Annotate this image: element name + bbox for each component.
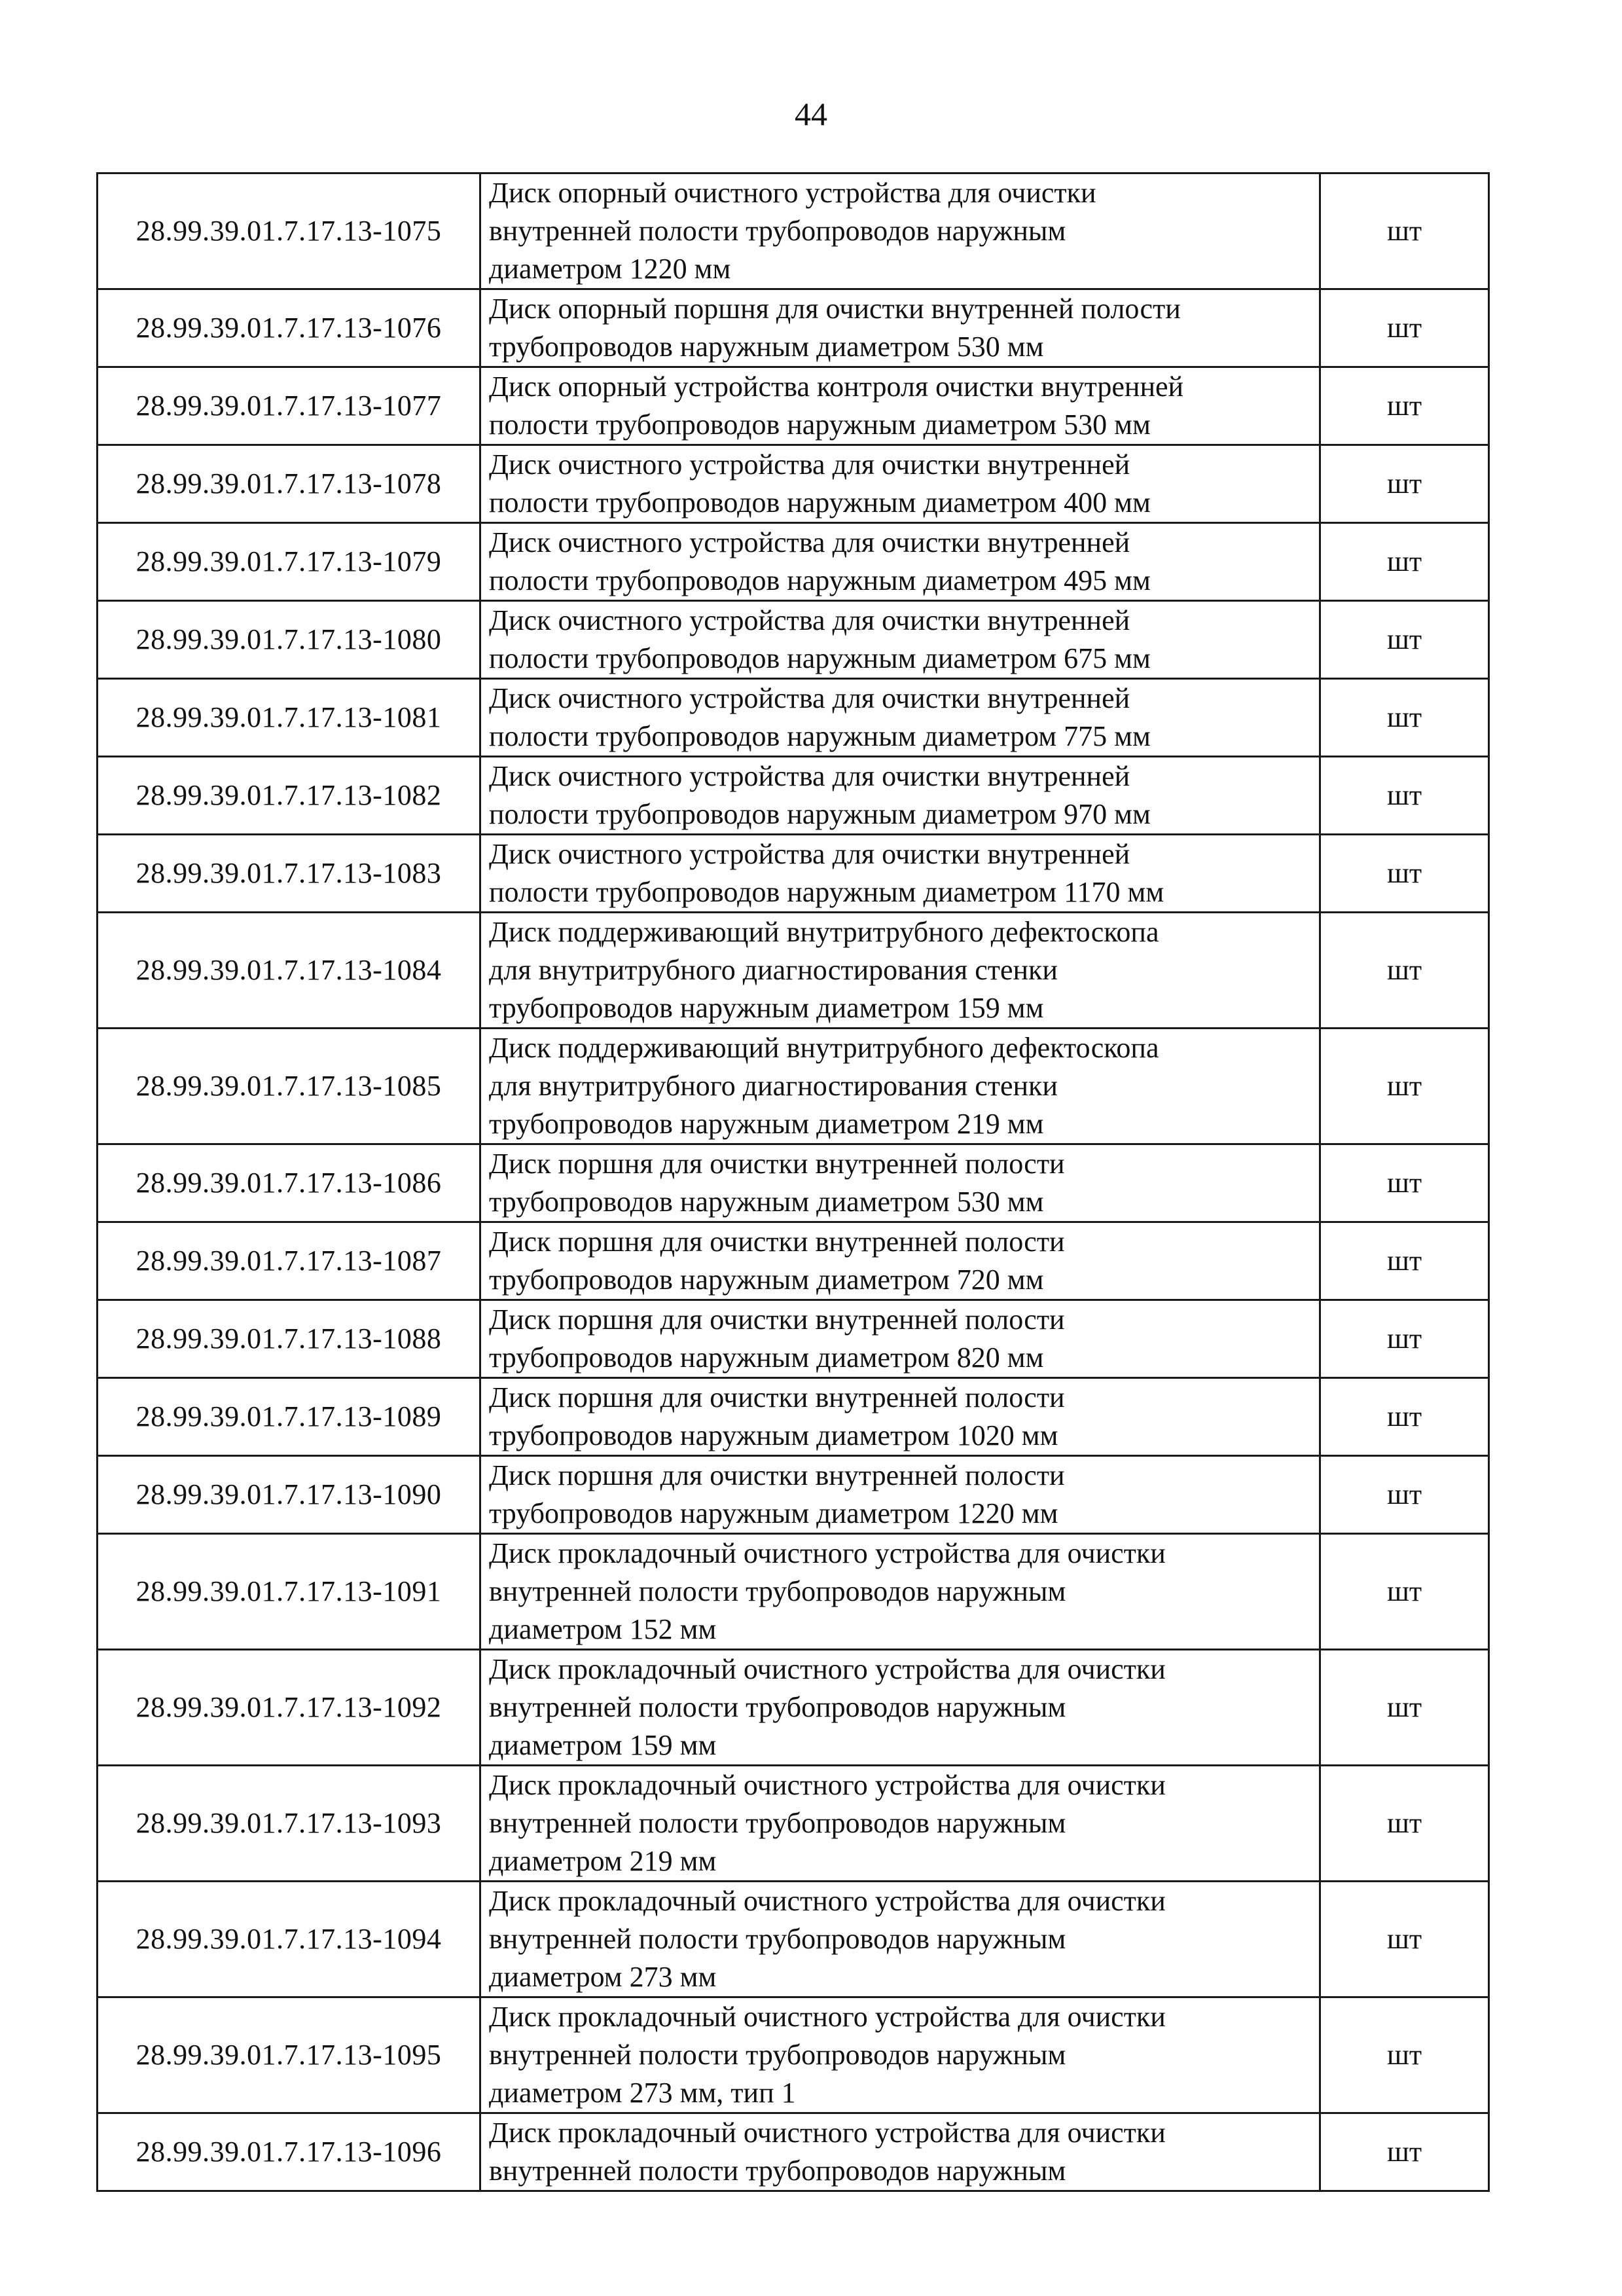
- unit-cell: шт: [1320, 679, 1489, 757]
- table-row: [98, 1650, 1489, 1766]
- unit-cell: шт: [1320, 913, 1489, 1029]
- description-line: полости трубопроводов наружным диаметром 495 мм: [489, 564, 1151, 596]
- table-row: [98, 523, 1489, 601]
- unit-cell: шт: [1320, 173, 1489, 289]
- resource-code-cell: 28.99.39.01.7.17.13-1083: [98, 835, 480, 913]
- table-row: [98, 757, 1489, 835]
- description-line: Диск очистного устройства для очистки внутренней: [489, 604, 1130, 636]
- unit-cell: шт: [1320, 1997, 1489, 2113]
- resource-code-cell: 28.99.39.01.7.17.13-1081: [98, 679, 480, 757]
- resource-code-cell: 28.99.39.01.7.17.13-1077: [98, 367, 480, 445]
- resource-description-cell: [480, 289, 1320, 367]
- table-row: [98, 1144, 1489, 1222]
- description-line: полости трубопроводов наружным диаметром 530 мм: [489, 409, 1151, 441]
- table-row: [98, 1766, 1489, 1882]
- resource-code-cell: 28.99.39.01.7.17.13-1075: [98, 173, 480, 289]
- resource-code-cell: 28.99.39.01.7.17.13-1090: [98, 1456, 480, 1534]
- description-line: внутренней полости трубопроводов наружным: [489, 2039, 1066, 2071]
- description-line: трубопроводов наружным диаметром 1220 мм: [489, 1497, 1058, 1529]
- unit-cell: шт: [1320, 601, 1489, 679]
- resource-code-cell: 28.99.39.01.7.17.13-1091: [98, 1534, 480, 1650]
- description-line: диаметром 152 мм: [489, 1613, 717, 1645]
- resource-description-cell: [480, 445, 1320, 523]
- resource-description-cell: [480, 1144, 1320, 1222]
- resource-code-cell: 28.99.39.01.7.17.13-1092: [98, 1650, 480, 1766]
- resource-description-cell: [480, 1766, 1320, 1882]
- description-line: внутренней полости трубопроводов наружным: [489, 2155, 1066, 2187]
- description-line: Диск очистного устройства для очистки внутренней: [489, 682, 1130, 714]
- resource-code-cell: 28.99.39.01.7.17.13-1078: [98, 445, 480, 523]
- description-line: Диск прокладочный очистного устройства для очистки: [489, 2117, 1166, 2149]
- unit-cell: шт: [1320, 367, 1489, 445]
- resource-description-cell: [480, 173, 1320, 289]
- resource-table-body: [98, 173, 1489, 2191]
- resource-description-cell: [480, 367, 1320, 445]
- unit-cell: шт: [1320, 2113, 1489, 2191]
- description-line: внутренней полости трубопроводов наружным: [489, 1807, 1066, 1839]
- table-row: [98, 1222, 1489, 1300]
- resource-description-cell: [480, 1300, 1320, 1378]
- description-line: внутренней полости трубопроводов наружным: [489, 215, 1066, 247]
- page-number: 44: [795, 96, 827, 132]
- resource-code-cell: 28.99.39.01.7.17.13-1096: [98, 2113, 480, 2191]
- resource-description-cell: [480, 1882, 1320, 1997]
- unit-cell: шт: [1320, 1766, 1489, 1882]
- description-line: Диск прокладочный очистного устройства для очистки: [489, 1653, 1166, 1685]
- description-line: Диск поршня для очистки внутренней полости: [489, 1148, 1065, 1180]
- description-line: внутренней полости трубопроводов наружным: [489, 1691, 1066, 1723]
- unit-cell: шт: [1320, 1650, 1489, 1766]
- description-line: Диск прокладочный очистного устройства для очистки: [489, 2001, 1166, 2033]
- unit-cell: шт: [1320, 1029, 1489, 1144]
- description-line: диаметром 273 мм, тип 1: [489, 2077, 796, 2109]
- resource-description-cell: [480, 757, 1320, 835]
- unit-cell: шт: [1320, 1144, 1489, 1222]
- description-line: Диск прокладочный очистного устройства для очистки: [489, 1769, 1166, 1801]
- description-line: Диск очистного устройства для очистки внутренней: [489, 448, 1130, 481]
- resource-code-cell: 28.99.39.01.7.17.13-1085: [98, 1029, 480, 1144]
- description-line: Диск прокладочный очистного устройства для очистки: [489, 1537, 1166, 1569]
- description-line: Диск поддерживающий внутритрубного дефектоскопа: [489, 1032, 1159, 1064]
- table-row: [98, 679, 1489, 757]
- description-line: внутренней полости трубопроводов наружным: [489, 1575, 1066, 1607]
- unit-cell: шт: [1320, 1378, 1489, 1456]
- table-row: [98, 173, 1489, 289]
- table-row: [98, 445, 1489, 523]
- table-row: [98, 1456, 1489, 1534]
- unit-cell: шт: [1320, 289, 1489, 367]
- description-line: полости трубопроводов наружным диаметром 775 мм: [489, 720, 1151, 752]
- table-row: [98, 601, 1489, 679]
- unit-cell: шт: [1320, 757, 1489, 835]
- resource-table: [96, 172, 1490, 2192]
- resource-code-cell: 28.99.39.01.7.17.13-1088: [98, 1300, 480, 1378]
- description-line: полости трубопроводов наружным диаметром 970 мм: [489, 798, 1151, 830]
- description-line: Диск прокладочный очистного устройства для очистки: [489, 1885, 1166, 1917]
- resource-description-cell: [480, 1997, 1320, 2113]
- resource-description-cell: [480, 1222, 1320, 1300]
- description-line: Диск очистного устройства для очистки внутренней: [489, 760, 1130, 792]
- resource-code-cell: 28.99.39.01.7.17.13-1086: [98, 1144, 480, 1222]
- description-line: Диск очистного устройства для очистки внутренней: [489, 838, 1130, 870]
- resource-description-cell: [480, 1029, 1320, 1144]
- table-row: [98, 835, 1489, 913]
- description-line: Диск поддерживающий внутритрубного дефектоскопа: [489, 916, 1159, 948]
- resource-code-cell: 28.99.39.01.7.17.13-1082: [98, 757, 480, 835]
- unit-cell: шт: [1320, 445, 1489, 523]
- unit-cell: шт: [1320, 523, 1489, 601]
- description-line: для внутритрубного диагностирования стенки: [489, 1070, 1058, 1102]
- table-row: [98, 913, 1489, 1029]
- description-line: Диск поршня для очистки внутренней полости: [489, 1303, 1065, 1336]
- description-line: полости трубопроводов наружным диаметром 675 мм: [489, 642, 1151, 674]
- unit-cell: шт: [1320, 1882, 1489, 1997]
- table-row: [98, 2113, 1489, 2191]
- table-row: [98, 1882, 1489, 1997]
- table-row: [98, 1534, 1489, 1650]
- description-line: Диск опорный очистного устройства для очистки: [489, 177, 1096, 209]
- resource-description-cell: [480, 2113, 1320, 2191]
- resource-code-cell: 28.99.39.01.7.17.13-1080: [98, 601, 480, 679]
- table-row: [98, 367, 1489, 445]
- description-line: для внутритрубного диагностирования стенки: [489, 954, 1058, 986]
- table-row: [98, 289, 1489, 367]
- resource-code-cell: 28.99.39.01.7.17.13-1094: [98, 1882, 480, 1997]
- table-row: [98, 1997, 1489, 2113]
- description-line: трубопроводов наружным диаметром 530 мм: [489, 331, 1044, 363]
- resource-description-cell: [480, 913, 1320, 1029]
- resource-code-cell: 28.99.39.01.7.17.13-1095: [98, 1997, 480, 2113]
- description-line: внутренней полости трубопроводов наружным: [489, 1923, 1066, 1955]
- unit-cell: шт: [1320, 1222, 1489, 1300]
- description-line: Диск опорный поршня для очистки внутренней полости: [489, 293, 1181, 325]
- resource-code-cell: 28.99.39.01.7.17.13-1087: [98, 1222, 480, 1300]
- description-line: трубопроводов наружным диаметром 159 мм: [489, 992, 1044, 1024]
- unit-cell: шт: [1320, 1534, 1489, 1650]
- resource-description-cell: [480, 1534, 1320, 1650]
- resource-code-cell: 28.99.39.01.7.17.13-1093: [98, 1766, 480, 1882]
- table-row: [98, 1029, 1489, 1144]
- resource-description-cell: [480, 1456, 1320, 1534]
- description-line: трубопроводов наружным диаметром 219 мм: [489, 1108, 1044, 1140]
- unit-cell: шт: [1320, 835, 1489, 913]
- resource-code-cell: 28.99.39.01.7.17.13-1076: [98, 289, 480, 367]
- description-line: Диск опорный устройства контроля очистки внутренней: [489, 371, 1184, 403]
- description-line: трубопроводов наружным диаметром 530 мм: [489, 1186, 1044, 1218]
- description-line: полости трубопроводов наружным диаметром 400 мм: [489, 486, 1151, 519]
- description-line: полости трубопроводов наружным диаметром 1170 мм: [489, 876, 1164, 908]
- resource-description-cell: [480, 1378, 1320, 1456]
- description-line: диаметром 1220 мм: [489, 253, 731, 285]
- resource-description-cell: [480, 601, 1320, 679]
- resource-code-cell: 28.99.39.01.7.17.13-1079: [98, 523, 480, 601]
- description-line: диаметром 273 мм: [489, 1961, 717, 1993]
- unit-cell: шт: [1320, 1300, 1489, 1378]
- description-line: Диск поршня для очистки внутренней полости: [489, 1381, 1065, 1413]
- description-line: диаметром 159 мм: [489, 1729, 717, 1761]
- description-line: Диск поршня для очистки внутренней полости: [489, 1459, 1065, 1491]
- resource-description-cell: [480, 1650, 1320, 1766]
- resource-code-cell: 28.99.39.01.7.17.13-1089: [98, 1378, 480, 1456]
- description-line: трубопроводов наружным диаметром 820 мм: [489, 1341, 1044, 1374]
- description-line: трубопроводов наружным диаметром 1020 мм: [489, 1419, 1058, 1451]
- description-line: Диск поршня для очистки внутренней полости: [489, 1226, 1065, 1258]
- resource-code-cell: 28.99.39.01.7.17.13-1084: [98, 913, 480, 1029]
- resource-description-cell: [480, 523, 1320, 601]
- description-line: диаметром 219 мм: [489, 1845, 717, 1877]
- description-line: Диск очистного устройства для очистки внутренней: [489, 526, 1130, 558]
- resource-description-cell: [480, 835, 1320, 913]
- unit-cell: шт: [1320, 1456, 1489, 1534]
- resource-description-cell: [480, 679, 1320, 757]
- table-row: [98, 1300, 1489, 1378]
- description-line: трубопроводов наружным диаметром 720 мм: [489, 1264, 1044, 1296]
- table-row: [98, 1378, 1489, 1456]
